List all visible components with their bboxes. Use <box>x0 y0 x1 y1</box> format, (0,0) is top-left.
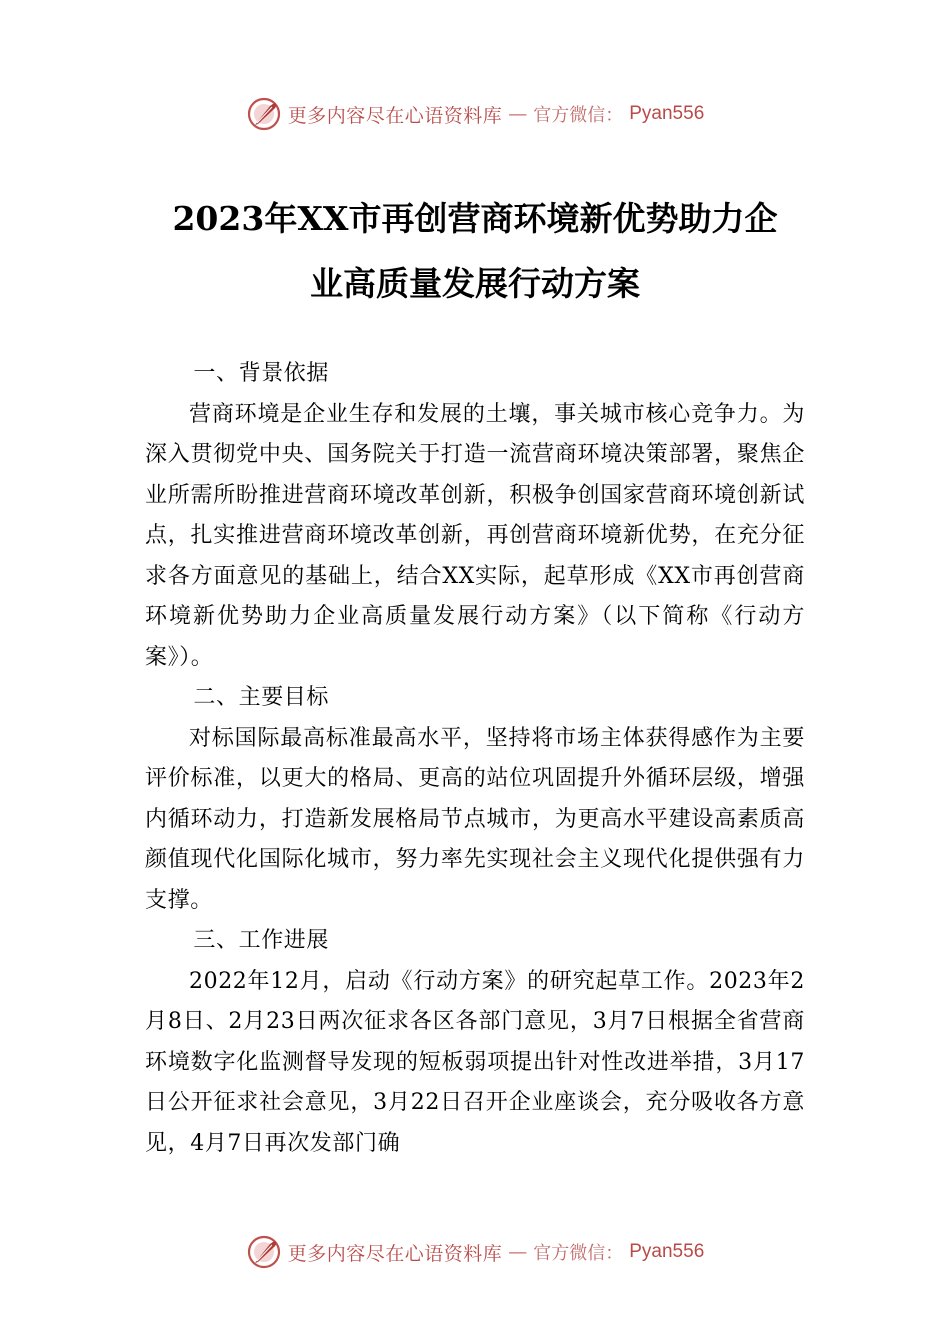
footer-watermark <box>0 1232 950 1272</box>
section-body-progress: 2022年12月，启动《行动方案》的研究起草工作。2023年2月8日、2月23日两次征求各区各部门意见，3月7日根据全省营商环境数字化监测督导发现的短板弱项提出针对性改进举措，3月17日公开征求社会意见，3月22日召开企业座谈会，充分吸收各方意见，4月7日再次发部门确 <box>145 968 805 1156</box>
watermark-separator: — <box>508 103 528 125</box>
document-body <box>145 354 805 1164</box>
watermark-text: 更多内容尽在心语资料库 <box>287 1242 503 1265</box>
section-heading-goals: 二、主要目标 <box>193 685 329 710</box>
watermark-text: 更多内容尽在心语资料库 <box>287 104 503 127</box>
quill-logo-icon <box>246 96 282 132</box>
watermark-wechat-id: Pyan556 <box>629 103 705 124</box>
watermark-separator: — <box>508 1241 528 1263</box>
section-body-background: 营商环境是企业生存和发展的土壤，事关城市核心竞争力。为深入贯彻党中央、国务院关于打造一流营商环境决策部署，聚焦企业所需所盼推进营商环境改革创新，积极争创国家营商环境创新试点，扎实推进营商环境改革创新，再创营商环境新优势，在充分征求各方面意见的基础上，结合XX实际，起草形成《XX市再创营商环境新优势助力企业高质量发展行动方案》（以下简称《行动方案》）。 <box>145 401 805 670</box>
section-heading-progress: 三、工作进展 <box>193 928 329 953</box>
section-heading-background: 一、背景依据 <box>193 361 329 386</box>
title-line-2: 业高质量发展行动方案 <box>310 264 640 303</box>
header-watermark <box>0 94 950 134</box>
title-line-1: 2023年XX市再创营商环境新优势助力企 <box>172 199 778 238</box>
quill-logo-icon <box>246 1234 282 1270</box>
section-body-goals: 对标国际最高标准最高水平，坚持将市场主体获得感作为主要评价标准，以更大的格局、更高的站位巩固提升外循环层级，增强内循环动力，打造新发展格局节点城市，为更高水平建设高素质高颜值现代化国际化城市，努力率先实现社会主义现代化提供强有力支撑。 <box>145 725 805 913</box>
watermark-wechat-id: Pyan556 <box>629 1241 705 1262</box>
document-title <box>100 186 850 316</box>
watermark-label: 官方微信： <box>533 105 624 126</box>
watermark-label: 官方微信： <box>533 1243 624 1264</box>
